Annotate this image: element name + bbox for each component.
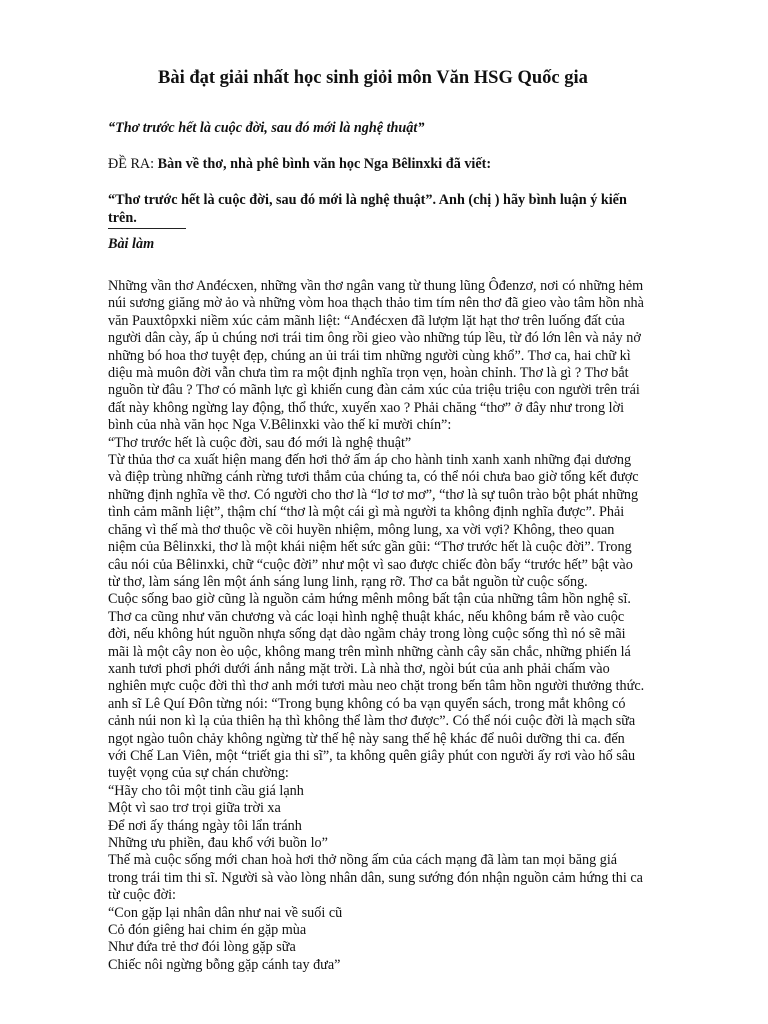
prompt-quote-line: trên. — [108, 210, 137, 226]
body-line: những bó hoa thơ tuyệt đẹp, chúng an ủi trái tim những người cùng khổ”. Thơ ca, hai chữ kì — [108, 347, 631, 364]
document-title: Bài đạt giải nhất học sinh giỏi môn Văn HSG Quốc gia — [158, 68, 588, 88]
body-line: từ thơ, làm sáng lên một ánh sáng lung linh, rạng rỡ. Thơ ca bắt nguồn từ cuộc sống. — [108, 573, 588, 590]
body-line: người dân cày, ấp ủ chúng nơi trái tim ông rồi gieo vào những túp lều, từ đó lớn lên và nảy nở — [108, 330, 641, 347]
body-line: nguồn từ đâu ? Thơ có mãnh lực gì khiến cung đàn cảm xúc của triệu triệu con người trên trái — [108, 382, 640, 399]
body-line: bình của nhà văn học Nga V.Bêlinxki vào thế kỉ mười chín”: — [108, 417, 452, 434]
body-line: Cỏ đón giêng hai chim én gặp mùa — [108, 922, 307, 939]
body-line: diệu mà muôn đời vẫn chưa tìm ra một định nghĩa trọn vẹn, hoàn chỉnh. Thơ là gì ? Thơ bắt — [108, 365, 629, 382]
prompt-text: Bàn về thơ, nhà phê bình văn học Nga Bêlinxki đã viết: — [157, 156, 492, 172]
body-line: “Thơ trước hết là cuộc đời, sau đó mới là nghệ thuật” — [108, 434, 412, 451]
body-line: niệm của Bêlinxki, thơ là một khái niệm hết sức gần gũi: “Thơ trước hết là cuộc đời”. Trong — [108, 539, 632, 556]
body-line: văn Pauxtôpxki niềm xúc cảm mãnh liệt: “Anđécxen đã lượm lặt hạt thơ trên luống đất của — [108, 312, 625, 329]
body-line: tình cảm mãnh liệt”, thậm chí “thơ là một cái gì mà người ta không định nghĩa được”. Phải — [108, 504, 625, 521]
body-line: từ cuộc đời: — [108, 887, 176, 904]
section-title: Bài làm — [108, 236, 155, 252]
body-line: câu nói của Bêlinxki, chữ “cuộc đời” như một vì sao được chiếc đòn bẩy “trước hết” bật vào — [108, 556, 633, 573]
body-line: Như đứa trẻ thơ đói lòng gặp sữa — [108, 939, 296, 956]
body-line: “Con gặp lại nhân dân như nai về suối cũ — [108, 904, 343, 921]
body-line: Từ thủa thơ ca xuất hiện mang đến hơi thở ấm áp cho hành tinh xanh xanh những đại dương — [108, 452, 632, 469]
body-line: chăng vì thế mà thơ thuộc về cõi huyền nhiệm, mông lung, xa vời vợi? Không, theo quan — [108, 521, 615, 538]
body-line: những định nghĩa về thơ. Có người cho thơ là “lơ tơ mơ”, “thơ là sự tuôn trào bột phát những — [108, 486, 639, 503]
body-line: ngọt ngào tuôn chảy không ngừng từ thế hệ này sang thế hệ khác để nuôi dưỡng thi ca. đến — [108, 730, 625, 747]
body-line: Cuộc sống bao giờ cũng là nguồn cảm hứng mênh mông bất tận của những tâm hồn nghệ sĩ. — [108, 591, 631, 608]
body-line: xanh tươi phơi phới dưới ánh nắng mặt trời. Là nhà thơ, ngòi bút của anh phải chấm vào — [108, 660, 610, 677]
body-line: đất này không ngừng lay động, thổ thức, xuyến xao ? Phải chăng “thơ” ở đây như trong lời — [108, 399, 625, 416]
body-line: trong trái tim thi sĩ. Người sà vào lòng nhân dân, sung sướng đón nhận nguồn cảm hứng thi ca — [108, 869, 643, 886]
body-line: Những ưu phiền, đau khổ với buồn lo” — [108, 835, 328, 851]
body-line: và điệp trùng những cánh rừng tươi thắm của chúng ta, có thể nói chưa bao giờ tổng kết được — [108, 469, 639, 486]
body-line: Để nơi ấy tháng ngày tôi lẩn tránh — [108, 817, 302, 834]
body-line: Chiếc nôi ngừng bỗng gặp cánh tay đưa” — [108, 956, 341, 973]
prompt-label: ĐỀ RA: — [108, 156, 158, 172]
body-line: với Chế Lan Viên, một “triết gia thi sĩ”, ta không quên giây phút con người ấy rơi vào hố sâu — [108, 747, 636, 764]
body-line: Thơ ca cũng như văn chương và các loại hình nghệ thuật khác, nếu không bám rễ vào cuộc — [108, 608, 625, 625]
body-line: “Hãy cho tôi một tinh cầu giá lạnh — [108, 782, 304, 799]
body-line: tuyệt vọng của sự chán chường: — [108, 765, 289, 782]
essay-body — [108, 278, 710, 974]
quote-heading: “Thơ trước hết là cuộc đời, sau đó mới là nghệ thuật” — [108, 120, 425, 136]
body-line: Một vì sao trơ trọi giữa trời xa — [108, 800, 281, 817]
prompt-quote-line: “Thơ trước hết là cuộc đời, sau đó mới là nghệ thuật”. Anh (chị ) hãy bình luận ý kiến — [108, 192, 627, 208]
prompt-line — [108, 155, 710, 173]
body-line: đời, nếu không hút nguồn nhựa sống dạt dào ngầm chảy trong lòng cuộc sống thì nó sẽ mãi — [108, 626, 626, 643]
body-line: anh sĩ Lê Quí Đôn từng nói: “Trong bụng không có ba vạn quyển sách, trong mắt không có — [108, 695, 626, 712]
prompt-quote — [108, 191, 710, 227]
body-line: cảnh núi non kì lạ của thiên hạ thì không thể làm thơ được”. Có thể nói cuộc đời là mạch sữa — [108, 713, 636, 730]
body-line: núi sương giăng mờ ảo và những vòm hoa thạch thảo tim tím nên thơ đã gieo vào tâm hồn nhà — [108, 295, 644, 312]
body-line: mãi là một cây non èo uộc, không mang trên mình những cành cây săn chắc, những phiến lá — [108, 643, 631, 660]
body-line: nghiên mực cuộc đời thì thơ anh mới tươi màu neo chặt trong bến tâm hồn người thưởng thức. — [108, 678, 645, 695]
body-line: Những vần thơ Anđécxen, những vần thơ ngân vang từ thung lũng Ôđenzơ, nơi có những hẻm — [108, 278, 644, 294]
body-line: Thế mà cuộc sống mới chan hoà hơi thở nồng ấm của cách mạng đã làm tan mọi băng giá — [108, 852, 618, 869]
divider-rule — [108, 228, 186, 229]
